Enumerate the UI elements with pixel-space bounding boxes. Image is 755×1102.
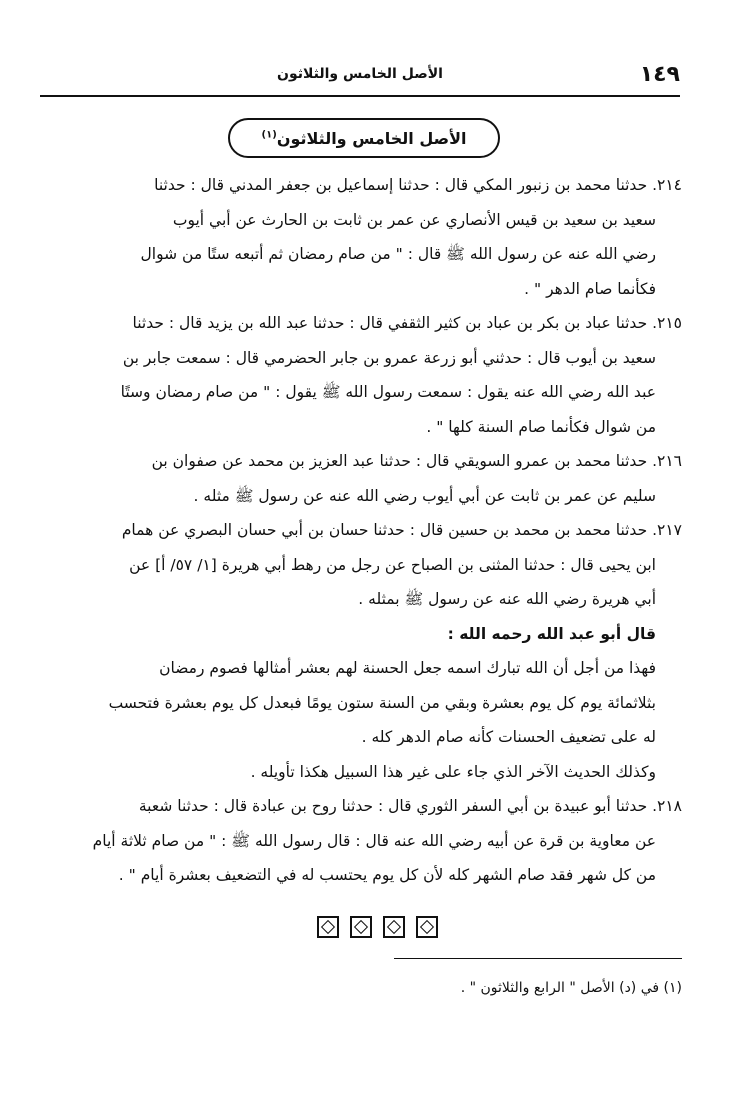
ornament-icon xyxy=(383,916,405,938)
text-line: ٢١٨. حدثنا أبو عبيدة بن أبي السفر الثوري قال : حدثنا روح بن عبادة قال : حدثنا شعبة xyxy=(138,797,682,815)
footnote-mark: (١) xyxy=(261,129,277,141)
section-title-text: الأصل الخامس والثلاثون xyxy=(276,128,467,148)
footnote-rule xyxy=(394,958,682,959)
section-title xyxy=(262,129,467,148)
text-line: سعيد بن أيوب قال : حدثني أبو زرعة عمرو بن جابر الحضرمي قال : سمعت جابر بن xyxy=(122,348,656,367)
text-line: سعيد بن سعيد بن قيس الأنصاري عن عمر بن ثابت بن الحارث عن أبي أيوب xyxy=(172,210,656,229)
text-line: ٢١٧. حدثنا محمد بن محمد بن حسين قال : حدثنا حسان بن أبي حسان البصري عن همام xyxy=(121,521,682,539)
footnote: (١) في (د) الأصل " الرابع والثلاثون " . xyxy=(460,980,682,996)
text-line: ٢١٤. حدثنا محمد بن زنبور المكي قال : حدثنا إسماعيل بن جعفر المدني قال : حدثنا xyxy=(154,176,682,194)
ornament-icon xyxy=(416,916,438,938)
body-text xyxy=(42,168,682,893)
text-line: وكذلك الحديث الآخر الذي جاء على غير هذا السبيل هكذا تأويله . xyxy=(250,762,656,781)
text-line: بثلاثمائة يوم كل يوم بعشرة وبقي من السنة ستون يومًا فبعدل كل يوم بعشرة فتحسب xyxy=(108,693,656,712)
ornament-icon xyxy=(317,916,339,938)
page-number: ١٤٩ xyxy=(639,62,680,87)
text-line: ٢١٥. حدثنا عباد بن بكر بن عباد بن كثير الثقفي قال : حدثنا عبد الله بن يزيد قال : حدثنا xyxy=(132,314,682,332)
text-line: من كل شهر فقد صام الشهر كله لأن كل يوم يحتسب له في التضعيف بعشرة أيام " . xyxy=(118,866,656,884)
header-rule xyxy=(40,95,680,97)
text-line: قال أبو عبد الله رحمه الله : xyxy=(447,624,656,643)
section-divider-ornaments xyxy=(0,916,755,942)
text-line: له على تضعيف الحسنات كأنه صام الدهر كله . xyxy=(361,728,656,746)
text-line: فكأنما صام الدهر " . xyxy=(524,279,656,298)
text-line: أبي هريرة رضي الله عنه عن رسول ﷺ بمثله . xyxy=(358,590,656,608)
page-header xyxy=(40,62,680,92)
section-title-box xyxy=(228,118,500,158)
running-title: الأصل الخامس والثلاثون xyxy=(277,66,443,82)
text-line: ابن يحيى قال : حدثنا المثنى بن الصباح عن رجل من رهط أبي هريرة [١/ ٥٧/ أ] عن xyxy=(129,555,656,574)
text-line: عبد الله رضي الله عنه يقول : سمعت رسول الله ﷺ يقول : " من صام رمضان وستًا xyxy=(120,383,656,401)
text-line: عن معاوية بن قرة عن أبيه رضي الله عنه قال : قال رسول الله ﷺ : " من صام ثلاثة أيام xyxy=(92,831,656,850)
text-line: من شوال فكأنما صام السنة كلها " . xyxy=(426,417,656,436)
text-line: سليم عن عمر بن ثابت عن أبي أيوب رضي الله عنه عن رسول ﷺ مثله . xyxy=(193,486,656,505)
text-line: ٢١٦. حدثنا محمد بن عمرو السويقي قال : حدثنا عبد العزيز بن محمد عن صفوان بن xyxy=(151,452,682,470)
ornament-icon xyxy=(350,916,372,938)
text-line: فهذا من أجل أن الله تبارك اسمه جعل الحسنة لهم بعشر أمثالها فصوم رمضان xyxy=(159,659,656,677)
text-line: رضي الله عنه عن رسول الله ﷺ قال : " من صام رمضان ثم أتبعه ستًا من شوال xyxy=(140,245,656,263)
